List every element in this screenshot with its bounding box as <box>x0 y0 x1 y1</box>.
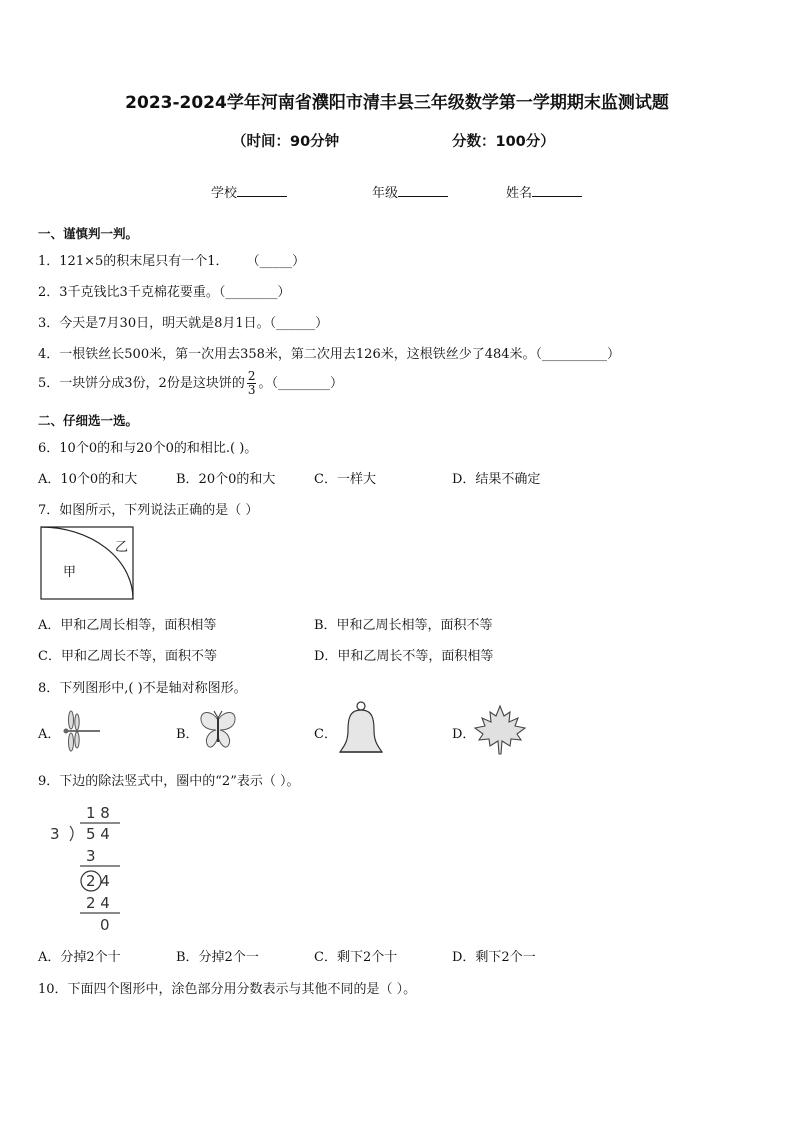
name-field <box>506 182 582 201</box>
fraction-two-thirds <box>247 370 257 397</box>
answer-blank-1[interactable]: （_____） <box>246 254 306 269</box>
grade-blank[interactable] <box>398 184 448 197</box>
figure-rectangle <box>41 527 133 599</box>
fraction-numerator: 2 <box>247 369 256 383</box>
section1-heading: 一、谨慎判一判。 <box>38 226 139 241</box>
answer-blank-5[interactable]: （________） <box>271 376 343 391</box>
q8-option-c[interactable]: C． <box>314 727 337 742</box>
question-3 <box>38 312 328 331</box>
exam-score: 分数：100分） <box>452 134 555 150</box>
question-4 <box>38 343 620 362</box>
division-bracket <box>70 826 73 841</box>
page-title: 2023-2024学年河南省濮阳市清丰县三年级数学第一学期期末监测试题 <box>125 93 669 113</box>
question-2-text: 2．3千克钱比3千克棉花要重。 <box>38 285 219 300</box>
remainder1: 2 4 <box>86 872 110 890</box>
q7-option-b[interactable]: B．甲和乙周长相等，面积不等 <box>314 618 493 633</box>
dividend: 5 4 <box>86 825 110 843</box>
final-remainder: 0 <box>100 916 110 934</box>
question-10: 10．下面四个图形中，涂色部分用分数表示与其他不同的是（ ）。 <box>38 982 417 997</box>
q6-option-a[interactable]: A．10个0的和大 <box>38 472 138 487</box>
q9-option-b[interactable]: B．分掉2个一 <box>176 950 259 965</box>
question-2 <box>38 281 290 300</box>
grade-field <box>372 182 448 201</box>
question-5-after: 。 <box>258 376 272 391</box>
question-1 <box>38 250 305 269</box>
q9-option-d[interactable]: D．剩下2个一 <box>452 950 536 965</box>
name-label: 姓名 <box>506 186 533 201</box>
q7-option-d[interactable]: D．甲和乙周长不等，面积相等 <box>314 649 494 664</box>
question-9: 9．下边的除法竖式中，圈中的“2”表示（ ）。 <box>38 774 300 789</box>
quarter-circle-figure <box>40 526 136 602</box>
school-field <box>211 182 287 201</box>
divisor: 3 <box>50 825 60 843</box>
question-5-text: 5．一块饼分成3份，2份是这块饼的 <box>38 376 245 391</box>
maple-leaf-icon <box>472 704 528 756</box>
question-6: 6．10个0的和与20个0的和相比.( )。 <box>38 441 258 456</box>
section2-heading: 二、仔细选一选。 <box>38 413 139 428</box>
quotient: 1 8 <box>86 804 110 822</box>
name-blank[interactable] <box>532 184 582 197</box>
q7-option-c[interactable]: C．甲和乙周长不等，面积不等 <box>38 649 217 664</box>
q8-option-a[interactable]: A． <box>38 727 61 742</box>
grade-label: 年级 <box>372 186 399 201</box>
long-division-figure <box>44 800 154 938</box>
question-8: 8．下列图形中,( )不是轴对称图形。 <box>38 681 247 696</box>
answer-blank-2[interactable]: （________） <box>218 285 291 300</box>
q6-option-b[interactable]: B．20个0的和大 <box>176 472 276 487</box>
school-label: 学校 <box>211 186 238 201</box>
q9-option-a[interactable]: A．分掉2个十 <box>38 950 121 965</box>
fraction-denominator: 3 <box>247 383 256 397</box>
question-4-text: 4．一根铁丝长500米，第一次用去358米，第二次用去126米，这根铁丝少了484米。 <box>38 347 536 362</box>
label-jia: 甲 <box>63 565 77 580</box>
question-1-text: 1．121×5的积末尾只有一个1． <box>38 254 229 269</box>
school-blank[interactable] <box>237 184 287 197</box>
bell-icon <box>336 700 386 760</box>
label-yi: 乙 <box>115 540 129 555</box>
q9-option-c[interactable]: C．剩下2个十 <box>314 950 398 965</box>
question-7: 7．如图所示，下列说法正确的是（ ） <box>38 503 259 518</box>
step2-product: 2 4 <box>86 894 110 912</box>
step1-product: 3 <box>86 847 96 865</box>
answer-blank-4[interactable]: （__________） <box>535 347 621 362</box>
q8-option-d[interactable]: D． <box>452 727 476 742</box>
q8-option-b[interactable]: B． <box>176 727 199 742</box>
dragonfly-icon <box>58 710 102 752</box>
question-5 <box>38 370 343 397</box>
question-3-text: 3．今天是7月30日，明天就是8月1日。 <box>38 316 270 331</box>
q6-option-d[interactable]: D．结果不确定 <box>452 472 541 487</box>
q6-option-c[interactable]: C．一样大 <box>314 472 376 487</box>
q7-option-a[interactable]: A．甲和乙周长相等，面积相等 <box>38 618 217 633</box>
figure-arc <box>41 527 133 599</box>
butterfly-icon <box>198 708 238 752</box>
answer-blank-3[interactable]: （______） <box>269 316 329 331</box>
exam-time: （时间：90分钟 <box>232 134 340 150</box>
